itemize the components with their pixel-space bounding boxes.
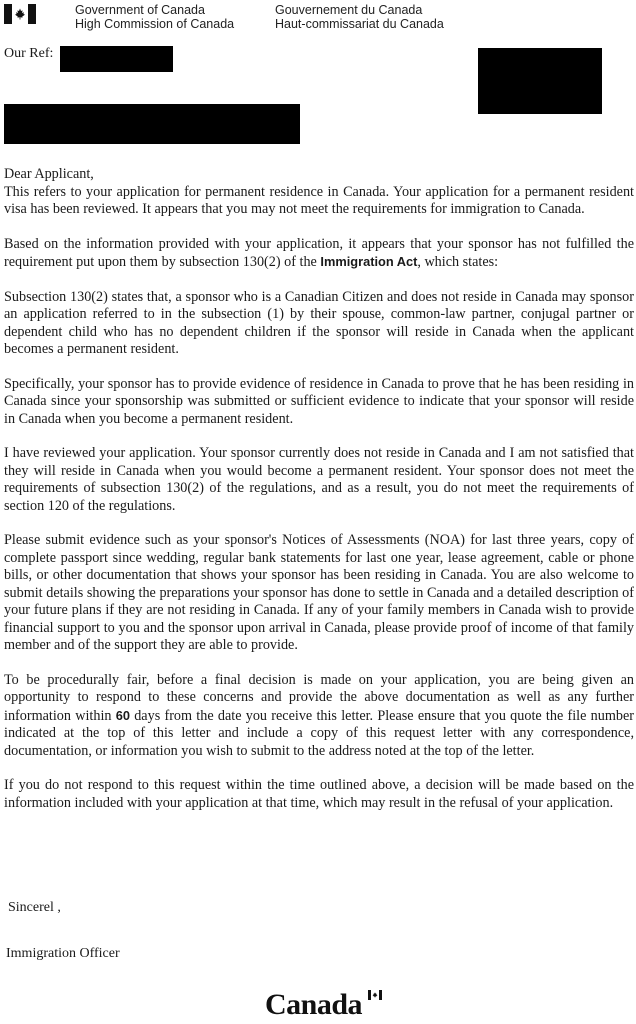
paragraph-8: If you do not respond to this request within the time outlined above, a decision will be made based on the information included with your application at that time, which may result in the refusal of your application. [4, 777, 634, 811]
paragraph-2-start: Based on the information provided with your application, it appears that your sponsor has not fulfilled the requirement put upon them by subsection 130(2) of the [4, 235, 634, 270]
letterhead-english [75, 3, 234, 31]
canada-flag-icon [4, 4, 36, 24]
letter-body [4, 166, 634, 829]
canada-wordmark: Canada [265, 988, 363, 1021]
redaction-block-address [4, 104, 300, 144]
letterhead-fr-line1: Gouvernement du Canada [275, 3, 423, 17]
paragraph-2-end: , which states: [417, 254, 499, 270]
paragraph-7-start: To be procedurally fair, before a final decision is made on your application, you are being given an opportunity to respond to these concerns and provide the above documentation as well as any further information within [4, 671, 634, 724]
paragraph-3: Subsection 130(2) states that, a sponsor who is a Canadian Citizen and does not reside in Canada may sponsor an application referred to in the subsection (1) by their spouse, common-law partner, conjugal partner or dependent child who has no dependent children if the sponsor will reside in Canada when the applicant becomes a permanent resident. [4, 288, 634, 357]
greeting: Dear Applicant, [4, 166, 94, 182]
letterhead-en-line1: Government of Canada [75, 3, 205, 17]
paragraph-7-end: days from the date you receive this letter. Please ensure that you quote the file number indicated at the top of this letter and include a copy of this request letter with any correspondence, documentation, or information you wish to submit to the address noted at the top of the letter. [4, 707, 634, 759]
letterhead-en-line2: High Commission of Canada [75, 17, 235, 31]
paragraph-2 [4, 236, 634, 272]
paragraph-5: I have reviewed your application. Your sponsor currently does not reside in Canada and I am not satisfied that they will reside in Canada when you would become a permanent resident. Your sponsor does not meet the requirements of subsection 130(2) of the regulations, and as a result, you do not meet the requirements of section 120 of the regulations. [4, 445, 634, 514]
paragraph-4: Specifically, your sponsor has to provide evidence of residence in Canada to prove that he has been residing in Canada since your sponsorship was submitted or sufficient evidence to indicate that your sponsor will reside in Canada when you become a permanent resident. [4, 375, 634, 427]
letterhead-fr-line2: Haut-commissariat du Canada [275, 17, 444, 31]
immigration-act-reference: Immigration Act [320, 254, 418, 269]
paragraph-1: This refers to your application for permanent residence in Canada. Your application for a permanent resident visa has been reviewed. It appears that you may not meet the requirements for immigration to Canada. [4, 183, 634, 217]
letterhead-french [275, 3, 444, 31]
paragraph-7 [4, 672, 634, 761]
signature-title: Immigration Officer [6, 946, 120, 961]
wordmark-flag-icon [368, 990, 382, 1000]
redaction-block-ref [60, 46, 173, 72]
paragraph-6: Please submit evidence such as your sponsor's Notices of Assessments (NOA) for last three years, copy of complete passport since wedding, regular bank statements for last one year, lease agreement, cable or phone bills, or other documentation that shows your sponsor has been residing in Canada. You are also welcome to submit details showing the preparations your sponsor has done to settle in Canada and a detailed description of your future plans if they are not residing in Canada. If any of your family members in Canada wish to provide financial support to you and the sponsor upon arrival in Canada, please provide proof of income of that family member and of the support they are able to provide. [4, 532, 634, 653]
reference-label: Our Ref: [4, 46, 54, 61]
closing: Sincerel , [8, 900, 61, 915]
redaction-block-date [478, 48, 602, 114]
deadline-days: 60 [115, 707, 130, 723]
